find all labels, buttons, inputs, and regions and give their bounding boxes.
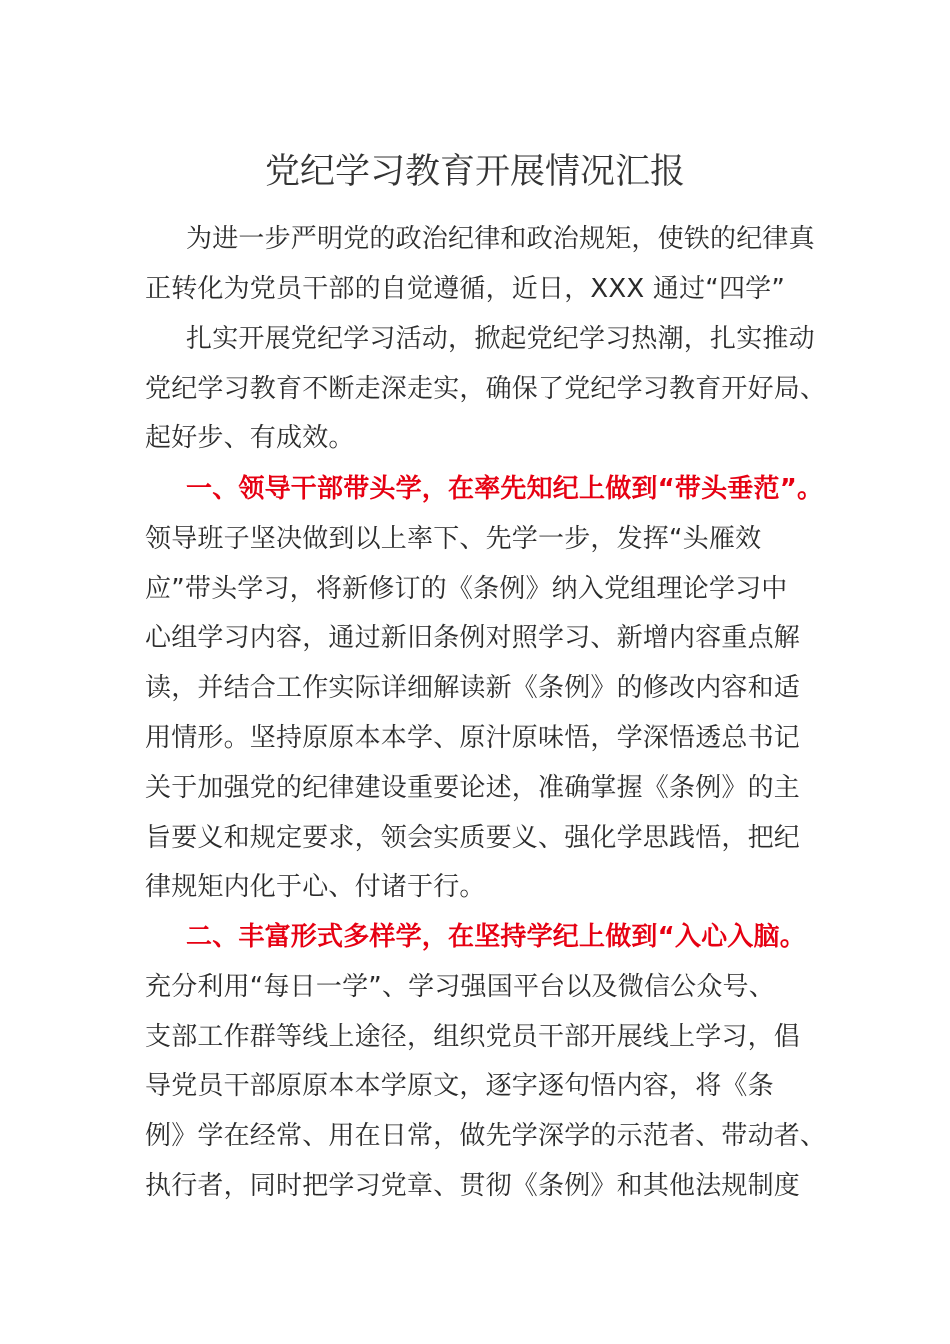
paragraph-line: 正转化为党员干部的自觉遵循，近日，XXX 通过“四学” bbox=[145, 274, 786, 304]
paragraph-line: 起好步、有成效。 bbox=[145, 423, 355, 453]
paragraph-line: 为进一步严明党的政治纪律和政治规矩，使铁的纪律真 bbox=[186, 224, 815, 254]
paragraph-line: 充分利用“每日一学”、学习强国平台以及微信公众号、 bbox=[145, 972, 775, 1002]
paragraph-line: 例》学在经常、用在日常，做先学深学的示范者、带动者、 bbox=[145, 1121, 827, 1151]
paragraph-line: 读，并结合工作实际详细解读新《条例》的修改内容和适 bbox=[145, 673, 801, 703]
section-heading-1: 一、领导干部带头学，在率先知纪上做到“带头垂范”。 bbox=[186, 474, 824, 504]
paragraph-line: 导党员干部原原本本学原文，逐字逐句悟内容，将《条 bbox=[145, 1071, 774, 1101]
paragraph-line: 应”带头学习，将新修订的《条例》纳入党组理论学习中 bbox=[145, 574, 788, 604]
paragraph-line: 领导班子坚决做到以上率下、先学一步，发挥“头雁效 bbox=[145, 524, 762, 554]
paragraph-line: 旨要义和规定要求，领会实质要义、强化学思践悟，把纪 bbox=[145, 823, 801, 853]
paragraph-line: 用情形。坚持原原本本学、原汁原味悟，学深悟透总书记 bbox=[145, 723, 801, 753]
paragraph-line: 党纪学习教育不断走深走实，确保了党纪学习教育开好局、 bbox=[145, 374, 827, 404]
paragraph-line: 心组学习内容，通过新旧条例对照学习、新增内容重点解 bbox=[145, 623, 801, 653]
paragraph-line: 执行者，同时把学习党章、贯彻《条例》和其他法规制度 bbox=[145, 1171, 801, 1201]
document-title: 党纪学习教育开展情况汇报 bbox=[264, 152, 685, 192]
section-heading-2: 二、丰富形式多样学，在坚持学纪上做到“入心入脑。 bbox=[186, 922, 806, 952]
paragraph-line: 关于加强党的纪律建设重要论述，准确掌握《条例》的主 bbox=[145, 773, 801, 803]
paragraph-line: 扎实开展党纪学习活动，掀起党纪学习热潮，扎实推动 bbox=[186, 324, 815, 354]
paragraph-line: 律规矩内化于心、付诸于行。 bbox=[145, 872, 486, 902]
paragraph-line: 支部工作群等线上途径，组织党员干部开展线上学习，倡 bbox=[145, 1022, 801, 1052]
